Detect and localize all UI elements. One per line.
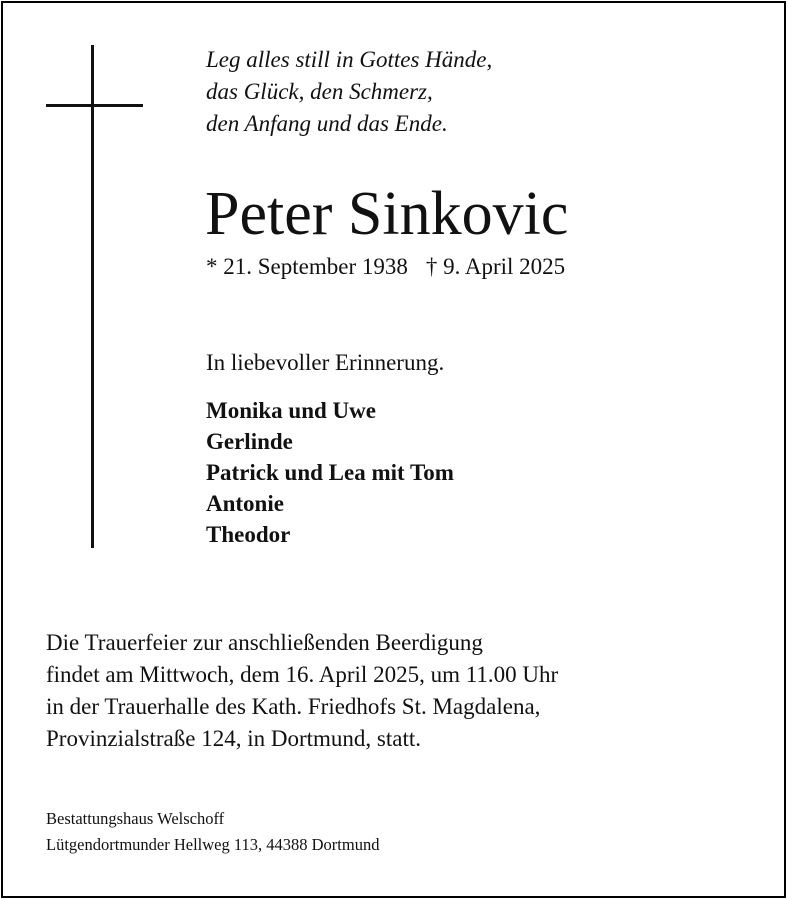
mourner-name: Gerlinde bbox=[206, 429, 293, 454]
cross-horizontal-bar bbox=[46, 104, 143, 107]
funeral-line: in der Trauerhalle des Kath. Friedhofs St. Magdalena, bbox=[46, 694, 541, 719]
mourner-name: Antonie bbox=[206, 491, 284, 516]
undertaker-info bbox=[46, 806, 379, 858]
cross-vertical-bar bbox=[91, 45, 94, 548]
mourners-list bbox=[206, 395, 454, 550]
life-dates bbox=[206, 252, 565, 282]
funeral-line: Die Trauerfeier zur anschließenden Beerdigung bbox=[46, 630, 483, 655]
remembrance-line: In liebevoller Erinnerung. bbox=[206, 350, 445, 375]
mourner-name: Theodor bbox=[206, 522, 291, 547]
deceased-name: Peter Sinkovic bbox=[205, 180, 569, 248]
undertaker-address: Lütgendortmunder Hellweg 113, 44388 Dortmund bbox=[46, 835, 380, 854]
motto-line: den Anfang und das Ende. bbox=[206, 111, 448, 136]
mourner-name: Monika und Uwe bbox=[206, 398, 376, 423]
mourner-name: Patrick und Lea mit Tom bbox=[206, 460, 454, 485]
birth-date: * 21. September 1938 bbox=[206, 254, 408, 279]
motto-line: das Glück, den Schmerz, bbox=[206, 79, 433, 104]
funeral-line: findet am Mittwoch, dem 16. April 2025, um 11.00 Uhr bbox=[46, 662, 559, 687]
death-date: † 9. April 2025 bbox=[425, 254, 566, 279]
motto-verse bbox=[206, 44, 492, 140]
funeral-announcement bbox=[46, 627, 558, 755]
funeral-line: Provinzialstraße 124, in Dortmund, statt. bbox=[46, 726, 421, 751]
undertaker-name: Bestattungshaus Welschoff bbox=[46, 809, 225, 828]
motto-line: Leg alles still in Gottes Hände, bbox=[206, 47, 493, 72]
